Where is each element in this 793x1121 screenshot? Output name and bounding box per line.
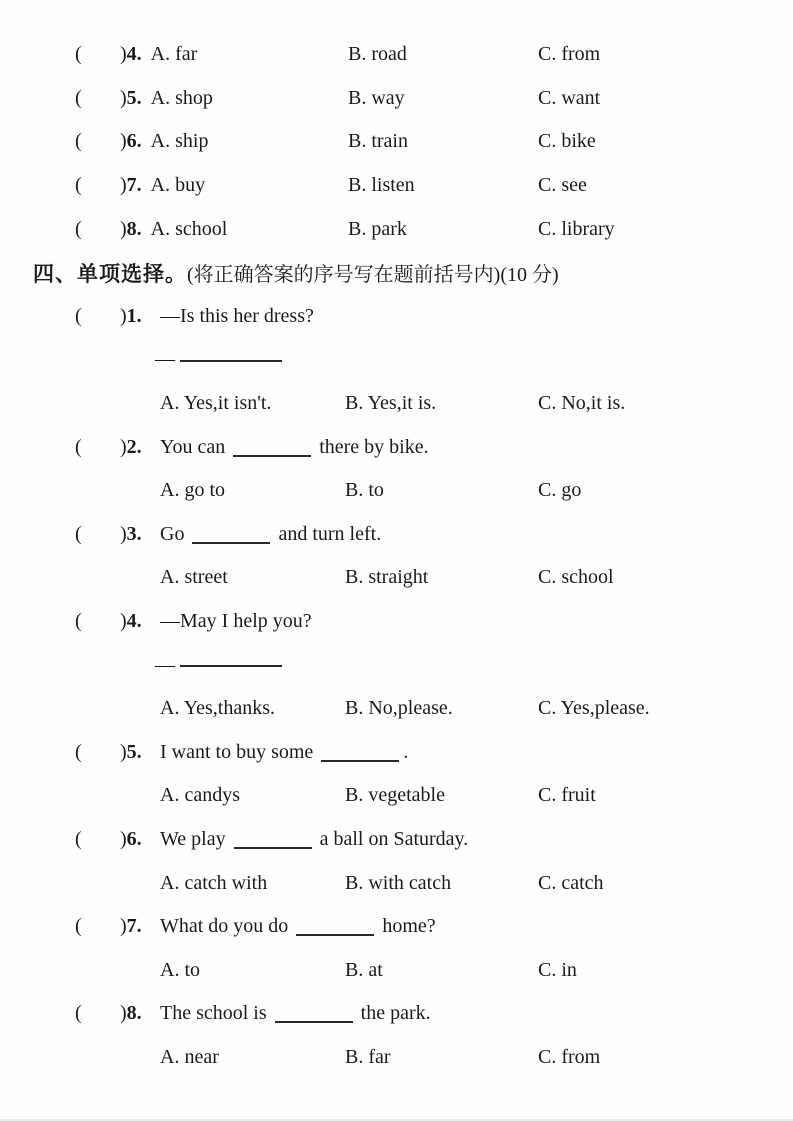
question-text: —May I help you? xyxy=(160,610,312,633)
option-b: B. at xyxy=(345,958,383,981)
question-text-pre: The school is xyxy=(160,1002,267,1025)
question-number: 7. xyxy=(126,174,142,197)
option-a: A. street xyxy=(160,566,228,589)
option-c: C. school xyxy=(538,566,614,589)
answer-paren-close: ) xyxy=(120,174,127,197)
answer-paren-open: ( xyxy=(75,304,82,327)
option-c: C. want xyxy=(538,86,601,109)
question-text-post: a ball on Saturday. xyxy=(319,827,469,850)
option-c: C. see xyxy=(538,174,587,197)
option-a: A. Yes,thanks. xyxy=(160,697,276,720)
question-number: 5. xyxy=(126,740,142,763)
reply-dash: — xyxy=(155,653,175,676)
answer-paren-close: ) xyxy=(120,217,127,240)
answer-blank xyxy=(296,932,374,936)
question-text-pre: You can xyxy=(160,435,226,458)
option-a: A. far xyxy=(150,43,198,66)
answer-paren-close: ) xyxy=(120,86,127,109)
answer-paren-close: ) xyxy=(120,740,127,763)
question-number: 8. xyxy=(126,1002,142,1025)
option-c: C. in xyxy=(538,958,577,981)
option-b: B. far xyxy=(345,1045,391,1068)
answer-paren-open: ( xyxy=(75,610,82,633)
question-line xyxy=(0,600,793,644)
word-choice-row xyxy=(0,33,793,77)
answer-paren-open: ( xyxy=(75,522,82,545)
options-line xyxy=(0,469,793,513)
option-a: A. catch with xyxy=(160,871,268,894)
word-choice-row xyxy=(0,77,793,121)
question-text-post: and turn left. xyxy=(278,522,382,545)
option-b: B. road xyxy=(348,43,407,66)
question-line xyxy=(0,425,793,469)
option-c: C. library xyxy=(538,217,615,240)
option-b: B. vegetable xyxy=(345,784,445,807)
option-a: A. candys xyxy=(160,784,240,807)
option-c: C. from xyxy=(538,43,601,66)
answer-paren-close: ) xyxy=(120,915,127,938)
reply-dash: — xyxy=(155,348,175,371)
word-choice-row xyxy=(0,120,793,164)
answer-paren-open: ( xyxy=(75,435,82,458)
option-b: B. No,please. xyxy=(345,697,453,720)
question-line xyxy=(0,513,793,557)
answer-paren-close: ) xyxy=(120,130,127,153)
question-text-post: . xyxy=(403,740,409,763)
options-line xyxy=(0,687,793,731)
question-text-post: the park. xyxy=(360,1002,431,1025)
answer-paren-open: ( xyxy=(75,86,82,109)
answer-blank xyxy=(321,758,399,762)
option-c: C. fruit xyxy=(538,784,596,807)
option-b: B. Yes,it is. xyxy=(345,392,437,415)
answer-paren-open: ( xyxy=(75,827,82,850)
option-c: C. bike xyxy=(538,130,596,153)
answer-blank xyxy=(234,845,312,849)
option-c: C. from xyxy=(538,1045,601,1068)
answer-paren-close: ) xyxy=(120,610,127,633)
option-b: B. to xyxy=(345,479,384,502)
options-line xyxy=(0,948,793,992)
question-text-pre: I want to buy some xyxy=(160,740,314,763)
answer-paren-close: ) xyxy=(120,304,127,327)
question-line xyxy=(0,905,793,949)
answer-paren-close: ) xyxy=(120,1002,127,1025)
question-number: 5. xyxy=(126,86,142,109)
answer-paren-open: ( xyxy=(75,1002,82,1025)
option-a: A. Yes,it isn't. xyxy=(160,392,272,415)
question-line xyxy=(0,992,793,1036)
question-number: 4. xyxy=(126,43,142,66)
question-text-pre: What do you do xyxy=(160,915,289,938)
option-c: C. No,it is. xyxy=(538,392,626,415)
question-text-pre: We play xyxy=(160,827,226,850)
option-a: A. shop xyxy=(150,86,213,109)
answer-paren-open: ( xyxy=(75,915,82,938)
question-number: 8. xyxy=(126,217,142,240)
options-line xyxy=(0,1036,793,1080)
option-a: A. ship xyxy=(150,130,209,153)
question-line xyxy=(0,295,793,339)
answer-paren-open: ( xyxy=(75,43,82,66)
answer-blank xyxy=(233,453,311,457)
question-number: 2. xyxy=(126,435,142,458)
question-line xyxy=(0,818,793,862)
question-text-pre: Go xyxy=(160,522,185,545)
answer-paren-open: ( xyxy=(75,217,82,240)
answer-paren-close: ) xyxy=(120,827,127,850)
reply-line xyxy=(0,643,793,687)
answer-paren-close: ) xyxy=(120,43,127,66)
question-text: —Is this her dress? xyxy=(160,304,314,327)
question-number: 6. xyxy=(126,827,142,850)
question-number: 3. xyxy=(126,522,142,545)
question-number: 4. xyxy=(126,610,142,633)
option-b: B. train xyxy=(348,130,408,153)
question-text-post: there by bike. xyxy=(319,435,429,458)
reply-line xyxy=(0,338,793,382)
answer-paren-open: ( xyxy=(75,740,82,763)
answer-blank xyxy=(180,663,282,667)
option-b: B. straight xyxy=(345,566,429,589)
word-choice-row xyxy=(0,164,793,208)
question-line xyxy=(0,731,793,775)
option-b: B. park xyxy=(348,217,407,240)
options-line xyxy=(0,774,793,818)
options-line xyxy=(0,382,793,426)
question-number: 1. xyxy=(126,304,142,327)
section-instructions: (将正确答案的序号写在题前括号内)(10 分) xyxy=(187,264,559,287)
question-text-post: home? xyxy=(382,915,436,938)
section-title: 四、单项选择。 xyxy=(33,261,187,286)
answer-paren-open: ( xyxy=(75,174,82,197)
answer-blank xyxy=(275,1019,353,1023)
answer-blank xyxy=(180,358,282,362)
answer-paren-open: ( xyxy=(75,130,82,153)
options-line xyxy=(0,556,793,600)
option-c: C. catch xyxy=(538,871,604,894)
option-a: A. buy xyxy=(150,174,206,197)
section-heading xyxy=(0,251,793,295)
option-b: B. way xyxy=(348,86,405,109)
question-number: 6. xyxy=(126,130,142,153)
word-choice-row xyxy=(0,207,793,251)
options-line xyxy=(0,861,793,905)
option-a: A. school xyxy=(150,217,228,240)
question-number: 7. xyxy=(126,915,142,938)
option-b: B. listen xyxy=(348,174,415,197)
answer-paren-close: ) xyxy=(120,435,127,458)
option-b: B. with catch xyxy=(345,871,452,894)
answer-paren-close: ) xyxy=(120,522,127,545)
option-a: A. near xyxy=(160,1045,219,1068)
option-a: A. go to xyxy=(160,479,225,502)
option-c: C. go xyxy=(538,479,582,502)
option-a: A. to xyxy=(160,958,200,981)
option-c: C. Yes,please. xyxy=(538,697,650,720)
answer-blank xyxy=(192,540,270,544)
